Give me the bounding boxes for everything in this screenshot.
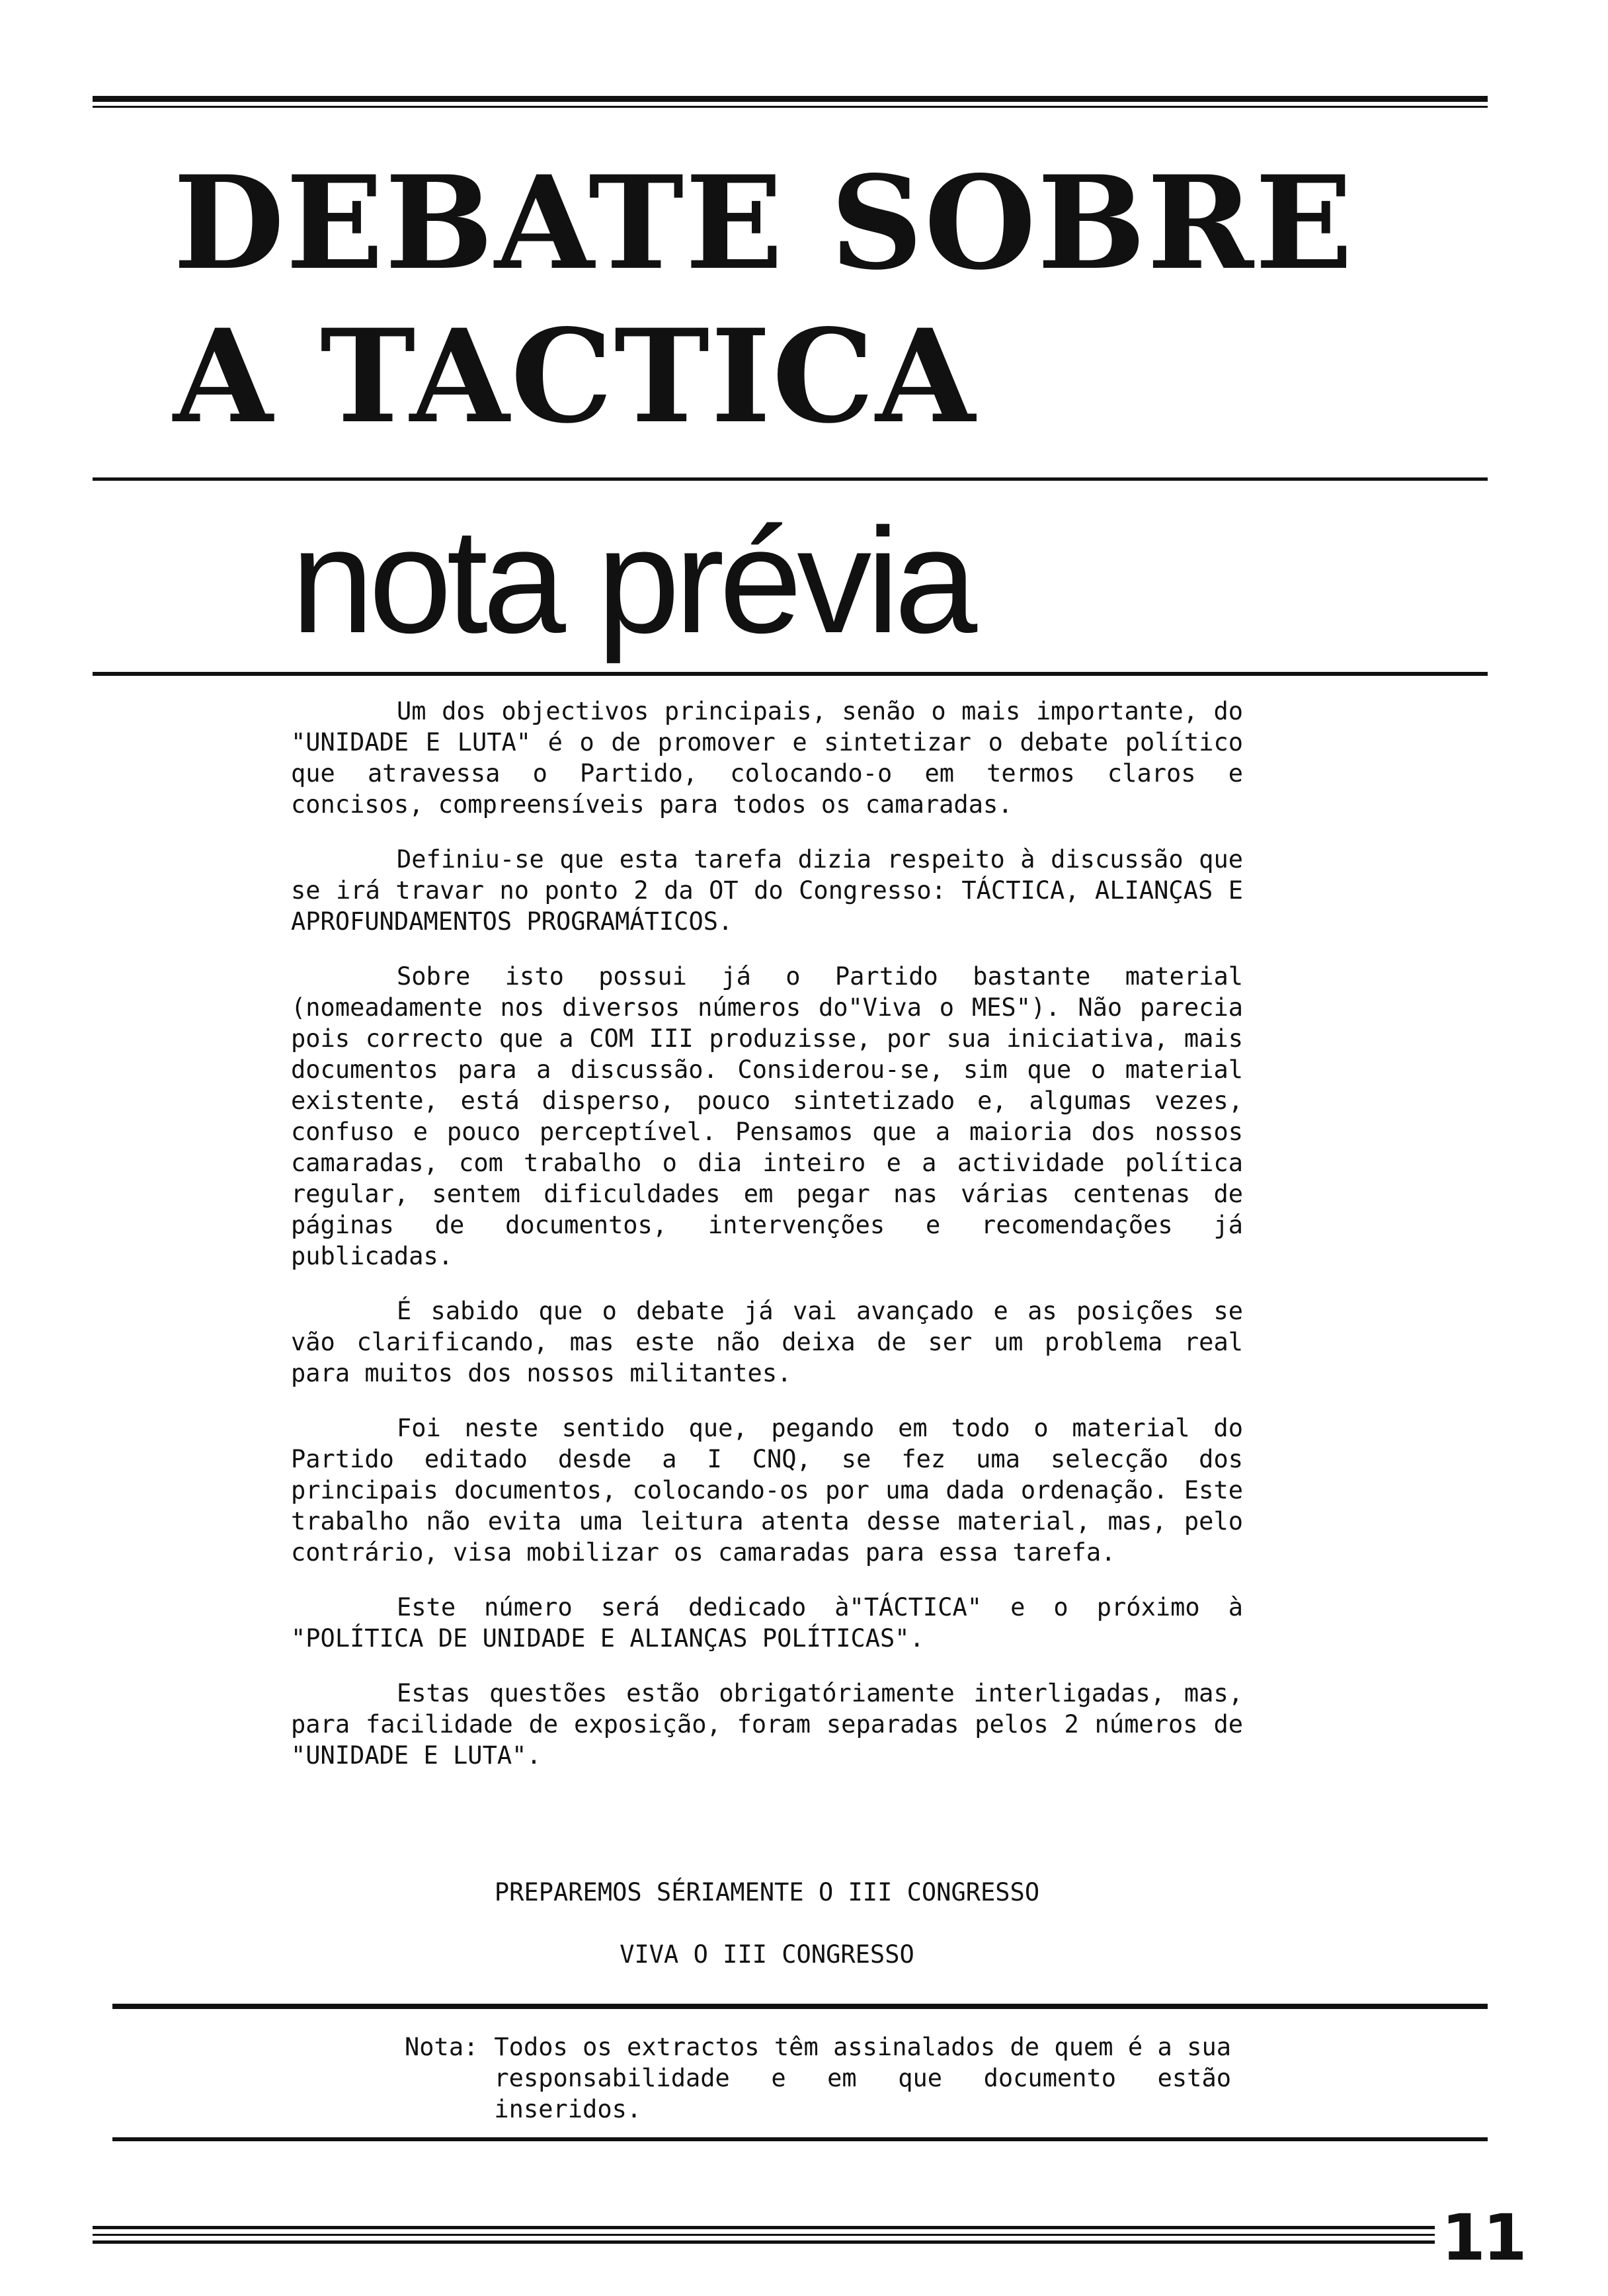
note-bottom-rule [112,2137,1488,2141]
article-body [291,696,1243,1795]
headline-rule [93,477,1488,481]
slogan-prepare-congress: PREPAREMOS SÉRIAMENTE O III CONGRESSO [494,1878,1040,1906]
footnote-text: Todos os extractos têm assinalados de quem é a sua responsabilidade e em que documento estão inseridos. [494,2033,1231,2123]
footnote-label: Nota: [405,2033,479,2061]
slogan-long-live-congress: VIVA O III CONGRESSO [620,1940,914,1969]
note-top-rule [112,2004,1488,2009]
paragraph: Sobre isto possui já o Partido bastante material (nomeadamente nos diversos números do"Viva o MES"). Não parecia pois correcto que a COM III produzisse, por sua iniciativa, mais documentos para a discussão. Considerou-se, sim que o material existente, está disperso, pouco sintetizado e, algumas vezes, confuso e pouco perceptível. Pensamos que a maioria dos nossos camaradas, com trabalho o dia inteiro e a actividade política regular, sentem dificuldades em pegar nas várias centenas de páginas de documentos, intervenções e recomendações já publicadas. [291,962,1243,1270]
footnote [405,2031,1231,2125]
top-rule-thin [93,106,1488,108]
paragraph: Um dos objectivos principais, senão o mais importante, do "UNIDADE E LUTA" é o de promover e sintetizar o debate político que atravessa o Partido, colocando-o em termos claros e concisos, compreensíveis para todos os camaradas. [291,697,1243,819]
paragraph: É sabido que o debate já vai avançado e as posições se vão clarificando, mas este não deixa de ser um problema real para muitos dos nossos militantes. [291,1297,1243,1387]
paragraph: Foi neste sentido que, pegando em todo o material do Partido editado desde a I CNQ, se fez uma selecção dos principais documentos, colocando-os por uma dada ordenação. Este trabalho não evita uma leitura atenta desse material, mas, pelo contrário, visa mobilizar os camaradas para essa tarefa. [291,1414,1243,1567]
page-number: 11 [1441,2201,1525,2275]
headline-line-1: DEBATE SOBRE [173,147,1354,298]
paragraph: Definiu-se que esta tarefa dizia respeito à discussão que se irá travar no ponto 2 da OT do Congresso: TÁCTICA, ALIANÇAS E APROFUNDAMENTOS PROGRAMÁTICOS. [291,845,1243,936]
subtitle-rule [93,672,1488,676]
subtitle: nota prévia [291,497,973,664]
footer-rule [93,2226,1435,2229]
footer-rule-thin [93,2240,1435,2244]
top-rule [93,96,1488,102]
headline-line-2: A TACTICA [173,301,977,452]
footer-rule-middle [93,2234,1435,2236]
paragraph: Este número será dedicado à"TÁCTICA" e o próximo à "POLÍTICA DE UNIDADE E ALIANÇAS POLÍTICAS". [291,1593,1243,1653]
paragraph: Estas questões estão obrigatóriamente interligadas, mas, para facilidade de exposição, foram separadas pelos 2 números de "UNIDADE E LUTA". [291,1679,1243,1770]
